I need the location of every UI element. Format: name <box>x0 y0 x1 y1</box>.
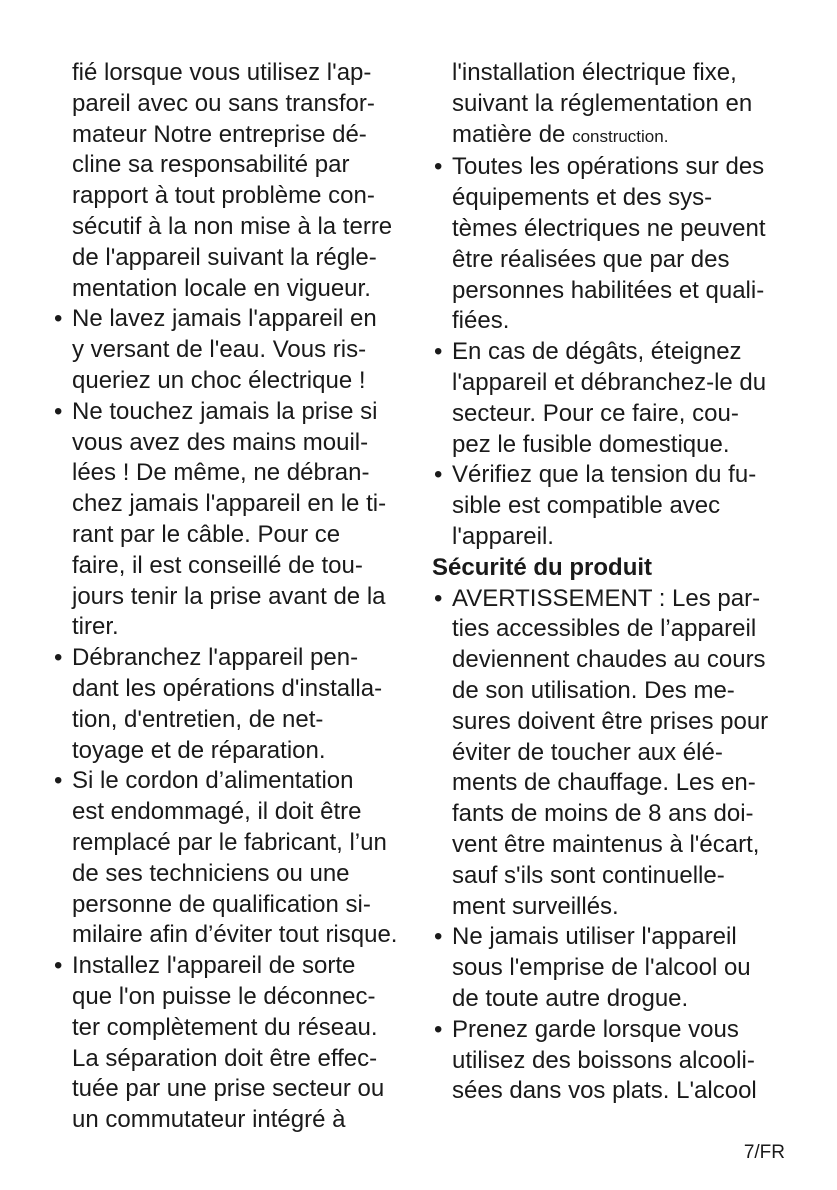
bullet-icon: • <box>434 338 443 366</box>
text-line: queriez un choc électrique ! <box>72 366 366 394</box>
page-number: 7/FR <box>743 1142 785 1163</box>
text-line: fiées. <box>452 307 510 335</box>
text-line: secteur. Pour ce faire, cou- <box>452 399 739 427</box>
text-line: vous avez des mains mouil- <box>72 428 369 456</box>
text-line: sures doivent être prises pour <box>452 707 769 735</box>
bullet-item-plug <box>52 397 424 643</box>
text-line: La séparation doit être effec- <box>72 1044 378 1072</box>
bullet-icon: • <box>434 584 443 612</box>
text-line: pez le fusible domestique. <box>452 430 730 458</box>
text-line: mateur Notre entreprise dé- <box>72 120 367 148</box>
warning-label: AVERTISSEMENT : <box>452 584 666 612</box>
intro-paragraph <box>432 58 792 152</box>
text-line: ter complètement du réseau. <box>72 1013 378 1041</box>
text-line: sées dans vos plats. L'alcool <box>452 1077 757 1105</box>
text-fragment: Les par- <box>665 584 761 612</box>
text-line: l'installation électrique fixe, <box>452 59 737 86</box>
text-line: que l'on puisse le déconnec- <box>72 982 376 1010</box>
bullet-icon: • <box>434 923 443 951</box>
text-line: ments de chauffage. Les en- <box>452 769 756 797</box>
text-line: jours tenir la prise avant de la <box>72 582 386 610</box>
bullet-item-drinks <box>432 1015 792 1107</box>
bullet-icon: • <box>54 397 63 425</box>
bullet-icon: • <box>54 952 63 980</box>
text-line: sauf s'ils sont continuelle- <box>452 861 725 889</box>
text-line: toyage et de réparation. <box>72 736 326 764</box>
text-line: utilisez des boissons alcooli- <box>452 1046 755 1074</box>
text-line: Ne lavez jamais l'appareil en <box>72 305 377 333</box>
bullet-item-cord <box>52 766 424 951</box>
bullet-item-qualified <box>432 152 792 337</box>
text-line: personne de qualification si- <box>72 890 371 918</box>
text-line: suivant la réglementation en <box>452 89 753 117</box>
text-line: y versant de l'eau. Vous ris- <box>72 336 367 364</box>
bullet-item-damage <box>432 337 792 460</box>
text-line: Installez l'appareil de sorte <box>72 952 356 980</box>
text-line: cline sa responsabilité par <box>72 151 350 179</box>
bullet-item-voltage <box>432 460 792 552</box>
text-line: de l'appareil suivant la régle- <box>72 243 377 271</box>
text-line: chez jamais l'appareil en le ti- <box>72 490 387 518</box>
text-line: l'appareil. <box>452 522 554 550</box>
intro-paragraph <box>52 58 424 304</box>
text-line: deviennent chaudes au cours <box>452 646 766 674</box>
text-line: éviter de toucher aux élé- <box>452 738 723 766</box>
bullet-item-wash <box>52 304 424 396</box>
text-line: de son utilisation. Des me- <box>452 676 735 704</box>
text-line: l'appareil et débranchez-le du <box>452 368 767 396</box>
bullet-icon: • <box>434 1015 443 1043</box>
text-line: tèmes électriques ne peuvent <box>452 214 766 242</box>
text-line: Vérifiez que la tension du fu- <box>452 461 757 489</box>
bullet-item-install <box>52 951 424 1136</box>
bullet-icon: • <box>54 305 63 333</box>
text-line: Toutes les opérations sur des <box>452 153 765 181</box>
text-line: pareil avec ou sans transfor- <box>72 89 375 117</box>
bullet-icon: • <box>434 153 443 181</box>
text-line: sécutif à la non mise à la terre <box>72 212 393 240</box>
text-line: fié lorsque vous utilisez l'ap- <box>72 59 372 86</box>
text-line: faire, il est conseillé de tou- <box>72 551 363 579</box>
bullet-icon: • <box>434 461 443 489</box>
text-line: équipements et des sys- <box>452 184 713 212</box>
text-line: dant les opérations d'installa- <box>72 674 383 702</box>
text-line: fants de moins de 8 ans doi- <box>452 800 754 828</box>
text-line: mentation locale en vigueur. <box>72 274 371 302</box>
text-line: Prenez garde lorsque vous <box>452 1015 739 1043</box>
text-line: personnes habilitées et quali- <box>452 276 765 304</box>
text-line: Ne jamais utiliser l'appareil <box>452 923 737 951</box>
text-line: vent être maintenus à l'écart, <box>452 830 760 858</box>
bullet-item-unplug <box>52 643 424 766</box>
text-line: sible est compatible avec <box>452 492 721 520</box>
right-column <box>432 58 792 1107</box>
text-line: ties accessibles de l’appareil <box>452 615 757 643</box>
text-line <box>452 584 792 615</box>
text-line: remplacé par le fabricant, l’un <box>72 828 387 856</box>
section-heading: Sécurité du produit <box>432 553 653 581</box>
text-fragment-small: construction. <box>572 126 669 146</box>
text-line: Si le cordon d’alimentation <box>72 767 354 795</box>
text-line: lées ! De même, ne débran- <box>72 459 370 487</box>
text-line: ment surveillés. <box>452 892 619 920</box>
text-line: tirer. <box>72 613 119 641</box>
text-line: tuée par une prise secteur ou <box>72 1075 385 1103</box>
text-line: être réalisées que par des <box>452 245 730 273</box>
text-line: sous l'emprise de l'alcool ou <box>452 954 751 982</box>
text-line: est endommagé, il doit être <box>72 798 362 826</box>
text-line: En cas de dégâts, éteignez <box>452 338 742 366</box>
text-line: rant par le câble. Pour ce <box>72 520 341 548</box>
bullet-icon: • <box>54 644 63 672</box>
text-line: de ses techniciens ou une <box>72 859 350 887</box>
text-line: tion, d'entretien, de net- <box>72 705 324 733</box>
text-line: un commutateur intégré à <box>72 1106 346 1134</box>
text-line: Débranchez l'appareil pen- <box>72 644 359 672</box>
left-column <box>52 58 424 1136</box>
text-line: Ne touchez jamais la prise si <box>72 397 378 425</box>
bullet-item-warning <box>432 584 792 923</box>
text-line: milaire afin d’éviter tout risque. <box>72 921 398 949</box>
bullet-icon: • <box>54 767 63 795</box>
text-line: de toute autre drogue. <box>452 984 689 1012</box>
text-line: rapport à tout problème con- <box>72 182 375 210</box>
text-line <box>432 120 792 153</box>
bullet-item-alcohol <box>432 922 792 1014</box>
text-fragment: matière de <box>452 120 573 148</box>
